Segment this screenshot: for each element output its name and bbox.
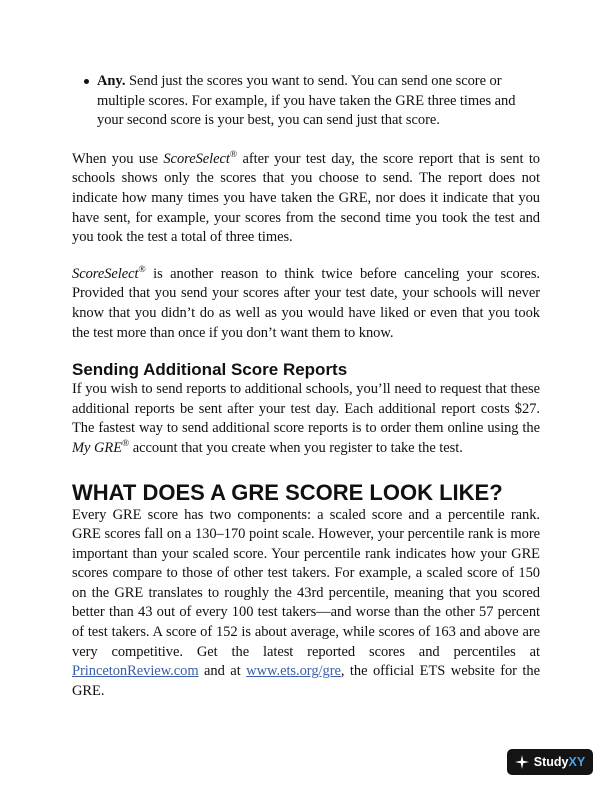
plus-star-icon <box>515 755 529 769</box>
registered-mark: ® <box>122 438 130 449</box>
princeton-review-link[interactable]: PrincetonReview.com <box>72 663 199 680</box>
studyxy-badge[interactable] <box>507 749 593 775</box>
section-heading-gre-score: WHAT DOES A GRE SCORE LOOK LIKE? <box>72 479 503 505</box>
badge-xy-text: XY <box>568 755 586 769</box>
paragraph-gre-score <box>72 506 540 702</box>
registered-mark: ® <box>229 149 238 160</box>
product-name: My GRE <box>72 439 123 456</box>
text-run: and at <box>198 663 247 680</box>
list-item <box>72 72 540 131</box>
bullet-text <box>97 72 540 131</box>
badge-label <box>534 755 585 769</box>
badge-study-text: Study <box>533 755 569 769</box>
paragraph-scoreselect-reason <box>72 265 540 343</box>
section-heading-additional-reports: Sending Additional Score Reports <box>72 360 348 380</box>
text-run: If you wish to send reports to additional schools, you’ll need to request that these additional reports be sent after your test day. Each additional report costs $27. The fastest way to send additional score reports is to order them online using the <box>72 381 540 437</box>
ets-link[interactable]: www.ets.org/gre <box>246 663 341 680</box>
bullet-list <box>72 72 540 131</box>
text-run: account that you create when you register to take the test. <box>129 439 463 456</box>
text-run: , the official ETS website for the GRE. <box>72 663 540 699</box>
bullet-dot-icon <box>84 79 89 84</box>
registered-mark: ® <box>138 264 146 275</box>
text-run: is another reason to think twice before canceling your scores. Provided that you send your scores after your test date, your schools will never know that you didn’t do as well as you would have liked or even that you took the test more than once if you don’t want them to know. <box>72 265 540 341</box>
paragraph-scoreselect-report <box>72 150 540 248</box>
product-name: ScoreSelect <box>163 150 230 167</box>
text-run: When you use <box>72 150 164 167</box>
text-run: after your test day, the score report that is sent to schools shows only the scores that you choose to send. The report does not indicate how many times you have taken the GRE, nor does it indicate that you have sent, for example, your scores from the second time you took the test and you took the test a total of three times. <box>72 150 540 246</box>
text-run: Every GRE score has two components: a scaled score and a percentile rank. GRE scores fall on a 130–170 point scale. However, your percentile rank is more important than your scaled score. Your percentile rank indicates how your GRE scores compare to those of other test takers. For example, a scaled score of 150 on the GRE translates to roughly the 43rd percentile, meaning that you scored better than 43 out of every 100 test takers—and worse than the other 57 percent of test takers. A score of 152 is about average, while scores of 163 and above are very competitive. Get the latest reported scores and percentiles at <box>72 506 540 660</box>
paragraph-additional-reports <box>72 380 540 458</box>
product-name: ScoreSelect <box>72 265 139 282</box>
bullet-lead: Any. <box>97 73 126 89</box>
document-page <box>72 72 540 701</box>
bullet-body: Send just the scores you want to send. You can send one score or multiple scores. For example, if you have taken the GRE three times and your second score is your best, you can send just that score. <box>97 73 516 129</box>
